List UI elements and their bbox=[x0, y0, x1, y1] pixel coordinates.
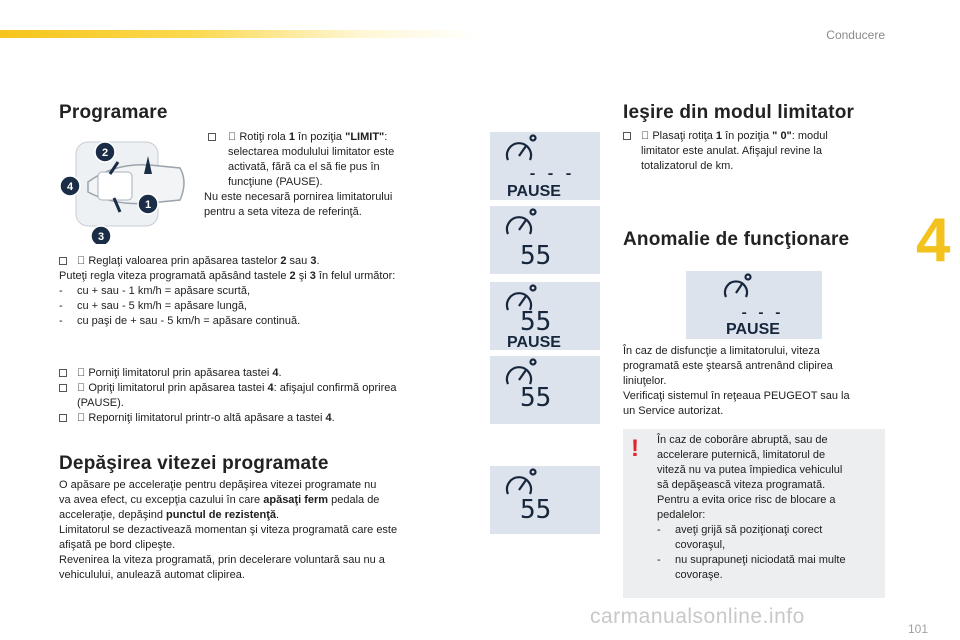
bullet-square bbox=[208, 133, 216, 141]
display-speed: 55 bbox=[520, 495, 552, 525]
display-speed: 55 bbox=[520, 383, 552, 413]
top-accent-bar bbox=[0, 30, 480, 38]
bullet-square bbox=[59, 384, 67, 392]
text-line: Verificaţi sistemul în reţeaua PEUGEOT sau la bbox=[623, 390, 850, 402]
text-line: accelerare puternică, limitatorul de bbox=[657, 449, 826, 461]
speedometer-icon bbox=[507, 210, 536, 235]
text-line: O apăsare pe acceleraţie pentru depăşirea vitezei programate nu bbox=[59, 479, 377, 491]
watermark: carmanualsonline.info bbox=[590, 605, 805, 628]
warning-icon: ! bbox=[631, 435, 639, 462]
diagram-label-1 bbox=[138, 194, 158, 214]
text-line: pedalelor: bbox=[657, 509, 706, 521]
text-line: Revenirea la viteza programată, prin decelerare voluntară sau nu a bbox=[59, 554, 385, 566]
dash-item: - cu paşi de + sau - 5 km/h = apăsare continuă. bbox=[59, 315, 301, 327]
text-line: programată este ştearsă antrenând clipirea bbox=[623, 360, 833, 372]
text-line: În caz de coborâre abruptă, sau de bbox=[657, 434, 828, 446]
svg-text:4: 4 bbox=[66, 181, 74, 193]
dash-item: - nu suprapuneţi niciodată mai multe covoraşe. bbox=[657, 554, 846, 581]
speedometer-icon bbox=[507, 360, 536, 385]
depasirea-text bbox=[59, 478, 449, 583]
text-line: să depăşească viteza programată. bbox=[657, 479, 826, 491]
dash-item: - cu + sau - 5 km/h = apăsare lungă, bbox=[59, 300, 247, 312]
stalk-diagram bbox=[58, 132, 194, 244]
display-pause-text: PAUSE bbox=[507, 334, 561, 350]
bullet-reglati: Reglaţi valoarea prin apăsarea tastelor 2 sau 3. bbox=[59, 254, 449, 269]
bullet-square bbox=[59, 414, 67, 422]
speedometer-icon bbox=[507, 136, 536, 161]
line-puteti: Puteţi regla viteza programată apăsând tastele 2 şi 3 în felul următor: bbox=[59, 270, 396, 282]
chapter-title: Conducere bbox=[826, 28, 885, 42]
svg-text:2: 2 bbox=[101, 147, 109, 159]
bullet-porniti: Porniţi limitatorul prin apăsarea tastei 4. bbox=[59, 366, 449, 381]
display-speed: 55 bbox=[520, 241, 552, 271]
display-55-dash bbox=[490, 356, 600, 424]
display-55 bbox=[490, 206, 600, 274]
diagram-label-3 bbox=[91, 226, 111, 244]
chapter-number: 4 bbox=[916, 206, 951, 275]
section-title-depasirea: Depăşirea vitezei programate bbox=[59, 453, 329, 474]
text-line: un Service autorizat. bbox=[623, 405, 724, 417]
text-line: Pentru a evita orice risc de blocare a bbox=[657, 494, 836, 506]
text-line: va avea efect, cu excepţia cazului în care apăsaţi ferm pedala de bbox=[59, 494, 380, 506]
display-dashes: - - - bbox=[740, 306, 783, 322]
bullet-reporniti: Reporniţi limitatorul printr-o altă apăsare a tastei 4. bbox=[59, 411, 449, 426]
text-line: afişată pe bord clipeşte. bbox=[59, 539, 176, 551]
display-55-pause bbox=[490, 282, 600, 350]
display-pause bbox=[490, 132, 600, 200]
bullet-square bbox=[59, 257, 67, 265]
diagram-label-4 bbox=[60, 176, 80, 196]
display-dashes: - - - bbox=[528, 166, 574, 183]
display-anomaly bbox=[686, 271, 822, 339]
speedometer-icon bbox=[507, 470, 536, 495]
speedometer-icon bbox=[725, 275, 751, 298]
iesire-text bbox=[623, 129, 883, 174]
display-pause-text: PAUSE bbox=[507, 183, 561, 200]
text-line: În caz de disfuncţie a limitatorului, viteza bbox=[623, 345, 820, 357]
section-title-anomalie: Anomalie de funcţionare bbox=[623, 229, 850, 250]
programare-intro bbox=[204, 130, 444, 220]
text-line: vehiculului, anulează automat clipirea. bbox=[59, 569, 245, 581]
text-line: viteză nu va putea împiedica vehiculul bbox=[657, 464, 843, 476]
anomalie-text bbox=[623, 344, 885, 419]
bullet-plasati: Plasaţi rotiţa 1 în poziţia " 0": modul limitator este anulat. Afişajul revine la totalizatorul de km. bbox=[623, 129, 883, 174]
text-line: acceleraţie, depăşind punctul de rezistenţă. bbox=[59, 509, 280, 521]
text-line: Limitatorul se dezactivează momentan şi viteza programată care este bbox=[59, 524, 398, 536]
display-pause-text: PAUSE bbox=[726, 321, 780, 338]
dash-item: - aveţi grijă să poziţionaţi corect covoraşul, bbox=[657, 524, 823, 551]
diagram-label-2 bbox=[95, 142, 115, 162]
bullet-square bbox=[59, 369, 67, 377]
bullet-rotiti: Rotiţi rola 1 în poziţia "LIMIT": selectarea modulului limitator este activată, fără ca el să fie pus în funcţiune (PAUSE). bbox=[204, 130, 444, 190]
warning-box bbox=[623, 429, 885, 598]
text-line: liniuţelor. bbox=[623, 375, 667, 387]
svg-text:3: 3 bbox=[97, 231, 105, 243]
dash-item: - cu + sau - 1 km/h = apăsare scurtă, bbox=[59, 285, 251, 297]
note-text: Nu este necesară pornirea limitatorului pentru a seta viteza de referinţă. bbox=[204, 191, 393, 218]
section-title-programare: Programare bbox=[59, 102, 168, 123]
display-speed: 55 bbox=[520, 307, 552, 337]
page-number: 101 bbox=[907, 622, 928, 636]
svg-text:1: 1 bbox=[144, 199, 152, 211]
programare-pornire bbox=[59, 366, 449, 426]
bullet-square bbox=[623, 132, 631, 140]
display-55-blink bbox=[490, 466, 600, 534]
warning-text bbox=[657, 433, 879, 583]
section-title-iesire: Ieşire din modul limitator bbox=[623, 102, 855, 123]
programare-reglare bbox=[59, 254, 449, 329]
bullet-opriti: Opriţi limitatorul prin apăsarea tastei 4: afişajul confirmă oprirea (PAUSE). bbox=[59, 381, 449, 411]
